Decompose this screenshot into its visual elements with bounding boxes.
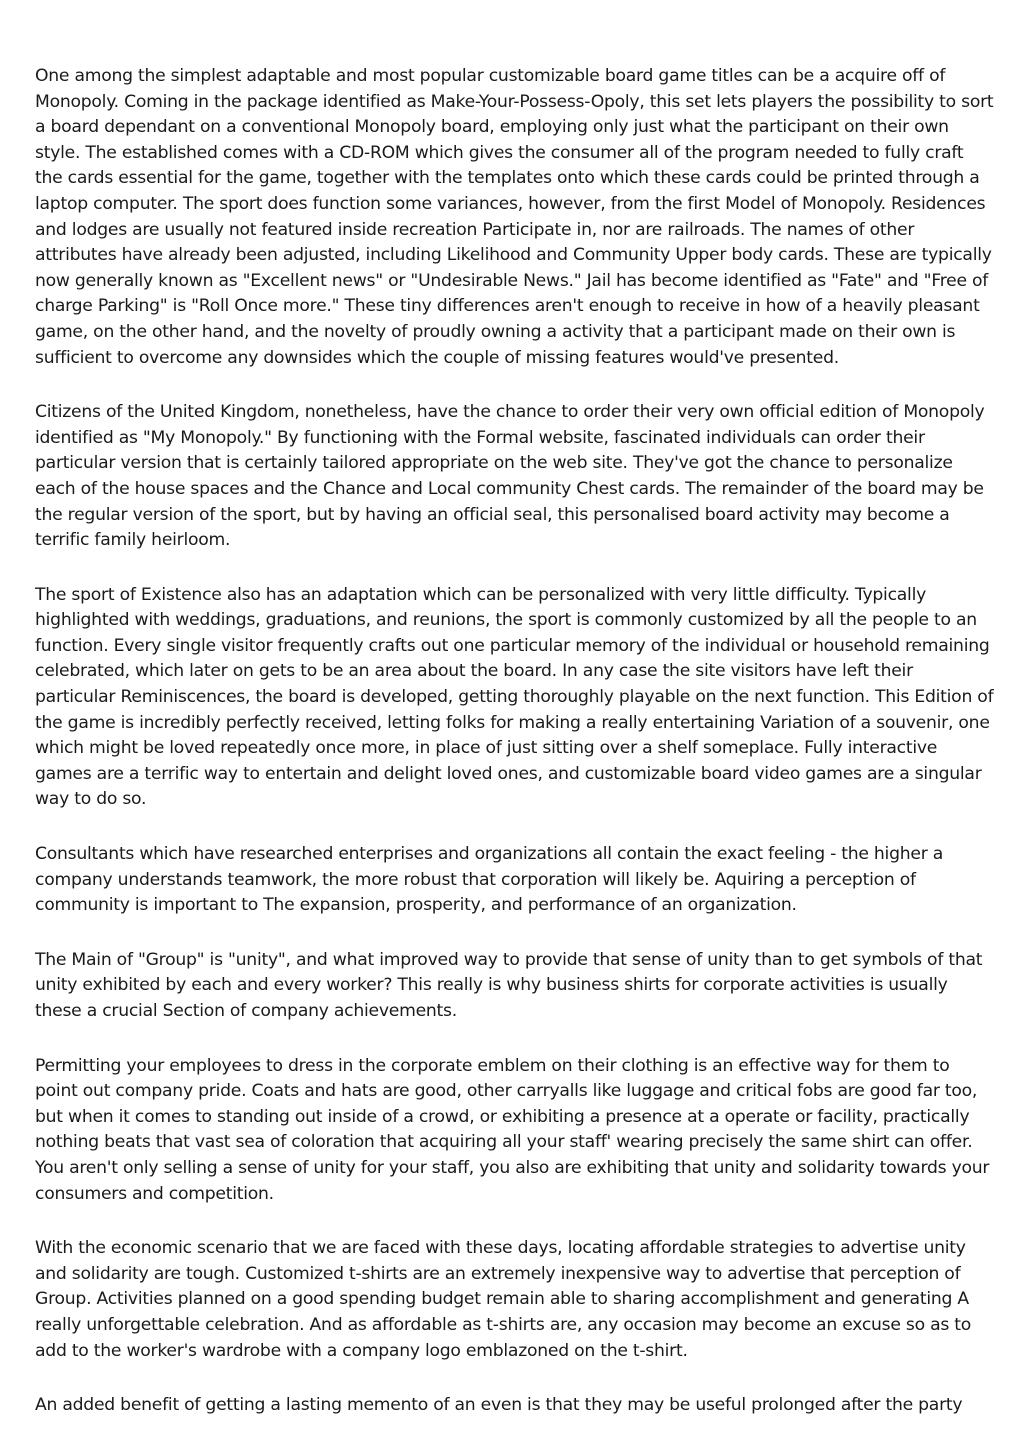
article-body xyxy=(35,64,995,1448)
paragraph-my-monopoly: Citizens of the United Kingdom, nonetheless, have the chance to order their very own official edition of Monopoly identified as "My Monopoly." By functioning with the Formal website, fascinated individuals can order their particular version that is certainly tailored appropriate on the web site. They've got the chance to personalize each of the house spaces and the Chance and Local community Chest cards. The remainder of the board may be the regular version of the sport, but by having an official seal, this personalised board activity may become a terrific family heirloom. xyxy=(35,402,985,551)
paragraph-monopoly-intro: One among the simplest adaptable and most popular customizable board game titles can be a acquire off of Monopoly. Coming in the package identified as Make-Your-Possess-Opoly, this set lets players the possibility to sort a board dependant on a conventional Monopoly board, employing only just what the participant on their own style. The established comes with a CD-ROM which gives the consumer all of the program needed to fully craft the cards essential for the game, together with the templates onto which these cards could be printed through a laptop computer. The sport does function some variances, however, from the first Model of Monopoly. Residences and lodges are usually not featured inside recreation Participate in, nor are railroads. The names of other attributes have already been adjusted, including Likelihood and Community Upper body cards. These are typically now generally known as "Excellent news" or "Undesirable News." Jail has become identified as "Fate" and "Free of charge Parking" is "Roll Once more." These tiny differences aren't enough to receive in how of a heavily pleasant game, on the other hand, and the novelty of proudly owning a activity that a participant made on their own is sufficient to overcome any downsides which the couple of missing features would've presented. xyxy=(35,66,994,368)
paragraph-teamwork: Consultants which have researched enterprises and organizations all contain the exact feeling - the higher a company understands teamwork, the more robust that corporation will likely be. Aquiring a perception of community is important to The expansion, prosperity, and performance of an organization. xyxy=(35,844,944,916)
paragraph-unity: The Main of "Group" is "unity", and what improved way to provide that sense of unity than to get symbols of that unity exhibited by each and every worker? This really is why business shirts for corporate activities is usually these a crucial Section of company achievements. xyxy=(35,949,983,1021)
paragraph-affordable-tshirts: With the economic scenario that we are faced with these days, locating affordable strategies to advertise unity and solidarity are tough. Customized t-shirts are an extremely inexpensive way to advertise that perception of Group. Activities planned on a good spending budget remain able to sharing accomplishment and generating A really unforgettable celebration. And as affordable as t-shirts are, any occasion may become an excuse so as to add to the worker's wardrobe with a company logo emblazoned on the t-shirt. xyxy=(35,1238,972,1361)
paragraph-game-of-life: The sport of Existence also has an adaptation which can be personalized with very little difficulty. Typically highlighted with weddings, graduations, and reunions, the sport is commonly customized by all the people to an function. Every single visitor frequently crafts out one particular memory of the individual or household remaining celebrated, which later on gets to be an area about the board. In any case the site visitors have left their particular Reminiscences, the board is developed, getting thoroughly playable on the next function. This Edition of the game is incredibly perfectly received, letting folks for making a really entertaining Variation of a souvenir, one which might be loved repeatedly once more, in place of just sitting over a shelf someplace. Fully interactive games are a terrific way to entertain and delight loved ones, and customizable board video games are a singular way to do so. xyxy=(35,584,994,810)
paragraph-memento: An added benefit of getting a lasting memento of an even is that they may be useful prolonged after the party xyxy=(35,1395,963,1416)
paragraph-company-pride: Permitting your employees to dress in the corporate emblem on their clothing is an effective way for them to point out company pride. Coats and hats are good, other carryalls like luggage and critical fobs are good far too, but when it comes to standing out inside of a crowd, or exhibiting a presence at a operate or facility, practically nothing beats that vast sea of coloration that acquiring all your staff' wearing precisely the same shirt can offer. You aren't only selling a sense of unity for your staff, you also are exhibiting that unity and solidarity towards your consumers and competition. xyxy=(35,1055,990,1204)
